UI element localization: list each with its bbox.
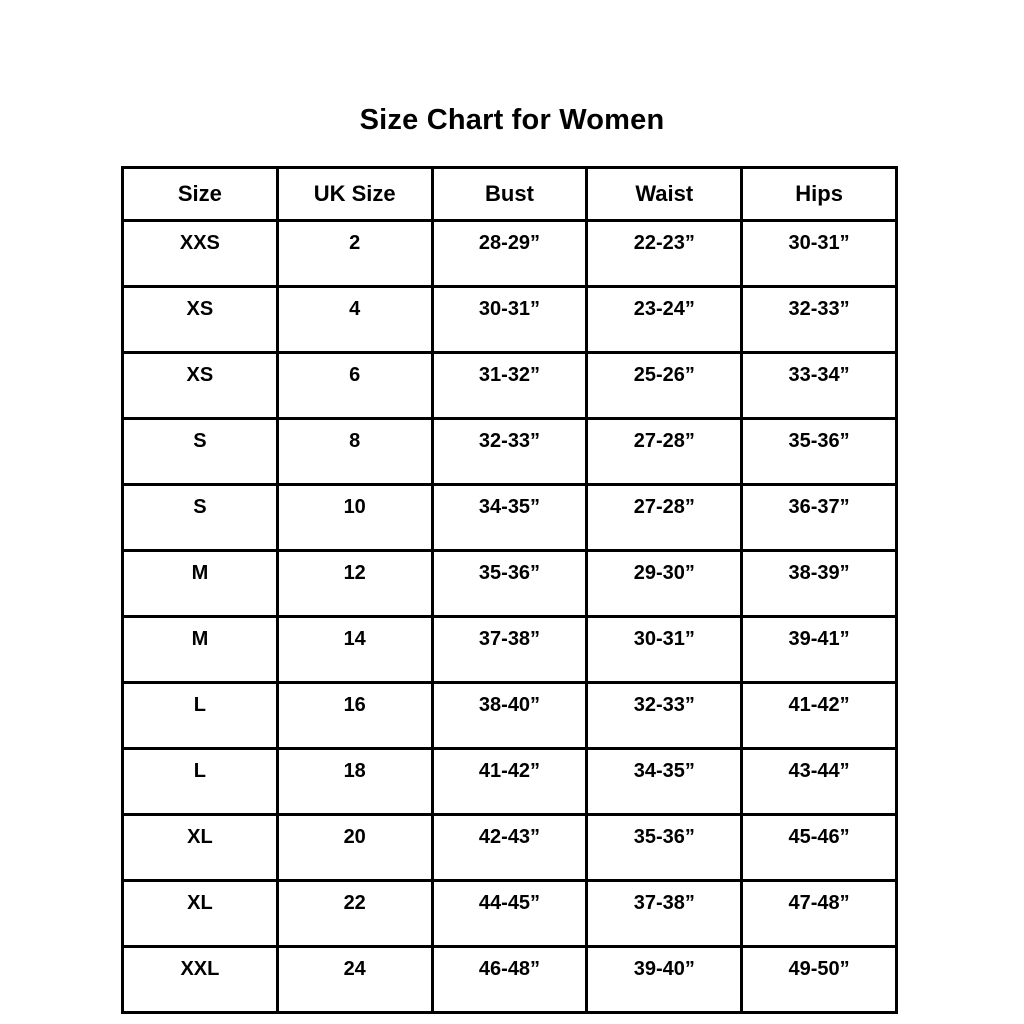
table-cell: 42-43” (432, 815, 587, 881)
table-cell: 35-36” (587, 815, 742, 881)
table-cell: 41-42” (742, 683, 897, 749)
table-cell: 47-48” (742, 881, 897, 947)
table-cell: 4 (277, 287, 432, 353)
table-cell: 35-36” (432, 551, 587, 617)
table-cell: 23-24” (587, 287, 742, 353)
table-cell: XS (123, 353, 278, 419)
table-cell: 27-28” (587, 485, 742, 551)
table-cell: 10 (277, 485, 432, 551)
table-row (123, 947, 897, 1013)
header-row (123, 168, 897, 221)
table-cell: 39-41” (742, 617, 897, 683)
table-row (123, 485, 897, 551)
table-row (123, 617, 897, 683)
table-cell: 8 (277, 419, 432, 485)
table-cell: 32-33” (587, 683, 742, 749)
table-cell: 35-36” (742, 419, 897, 485)
table-cell: 20 (277, 815, 432, 881)
table-cell: 14 (277, 617, 432, 683)
header-cell: UK Size (277, 168, 432, 221)
table-row (123, 881, 897, 947)
table-cell: 39-40” (587, 947, 742, 1013)
table-cell: 30-31” (432, 287, 587, 353)
table-row (123, 221, 897, 287)
table-cell: 31-32” (432, 353, 587, 419)
table-cell: 24 (277, 947, 432, 1013)
table-cell: 22 (277, 881, 432, 947)
table-row (123, 287, 897, 353)
table-cell: 38-39” (742, 551, 897, 617)
table-row (123, 419, 897, 485)
header-cell: Bust (432, 168, 587, 221)
table-cell: XS (123, 287, 278, 353)
table-cell: 36-37” (742, 485, 897, 551)
table-cell: XXS (123, 221, 278, 287)
table-cell: 49-50” (742, 947, 897, 1013)
table-cell: 32-33” (432, 419, 587, 485)
size-chart-body (123, 221, 897, 1013)
table-cell: 12 (277, 551, 432, 617)
table-row (123, 551, 897, 617)
table-cell: M (123, 551, 278, 617)
table-cell: 34-35” (587, 749, 742, 815)
table-cell: 46-48” (432, 947, 587, 1013)
table-cell: 6 (277, 353, 432, 419)
table-cell: 38-40” (432, 683, 587, 749)
table-cell: 37-38” (432, 617, 587, 683)
table-cell: 2 (277, 221, 432, 287)
table-cell: 27-28” (587, 419, 742, 485)
table-row (123, 683, 897, 749)
size-chart-header (123, 168, 897, 221)
table-row (123, 353, 897, 419)
size-chart-table (121, 166, 898, 1014)
table-cell: 32-33” (742, 287, 897, 353)
header-cell: Waist (587, 168, 742, 221)
table-cell: M (123, 617, 278, 683)
table-cell: 16 (277, 683, 432, 749)
table-cell: 34-35” (432, 485, 587, 551)
table-row (123, 749, 897, 815)
table-cell: L (123, 749, 278, 815)
table-cell: S (123, 419, 278, 485)
header-cell: Size (123, 168, 278, 221)
table-cell: 33-34” (742, 353, 897, 419)
table-cell: 28-29” (432, 221, 587, 287)
page-title: Size Chart for Women (359, 104, 665, 136)
table-cell: 29-30” (587, 551, 742, 617)
table-cell: L (123, 683, 278, 749)
table-cell: 43-44” (742, 749, 897, 815)
header-cell: Hips (742, 168, 897, 221)
table-cell: 44-45” (432, 881, 587, 947)
table-cell: XL (123, 815, 278, 881)
table-cell: S (123, 485, 278, 551)
table-cell: 30-31” (742, 221, 897, 287)
table-cell: 37-38” (587, 881, 742, 947)
table-cell: 30-31” (587, 617, 742, 683)
table-row (123, 815, 897, 881)
table-cell: 18 (277, 749, 432, 815)
table-cell: XL (123, 881, 278, 947)
table-cell: 45-46” (742, 815, 897, 881)
table-cell: XXL (123, 947, 278, 1013)
table-cell: 41-42” (432, 749, 587, 815)
table-cell: 25-26” (587, 353, 742, 419)
table-cell: 22-23” (587, 221, 742, 287)
